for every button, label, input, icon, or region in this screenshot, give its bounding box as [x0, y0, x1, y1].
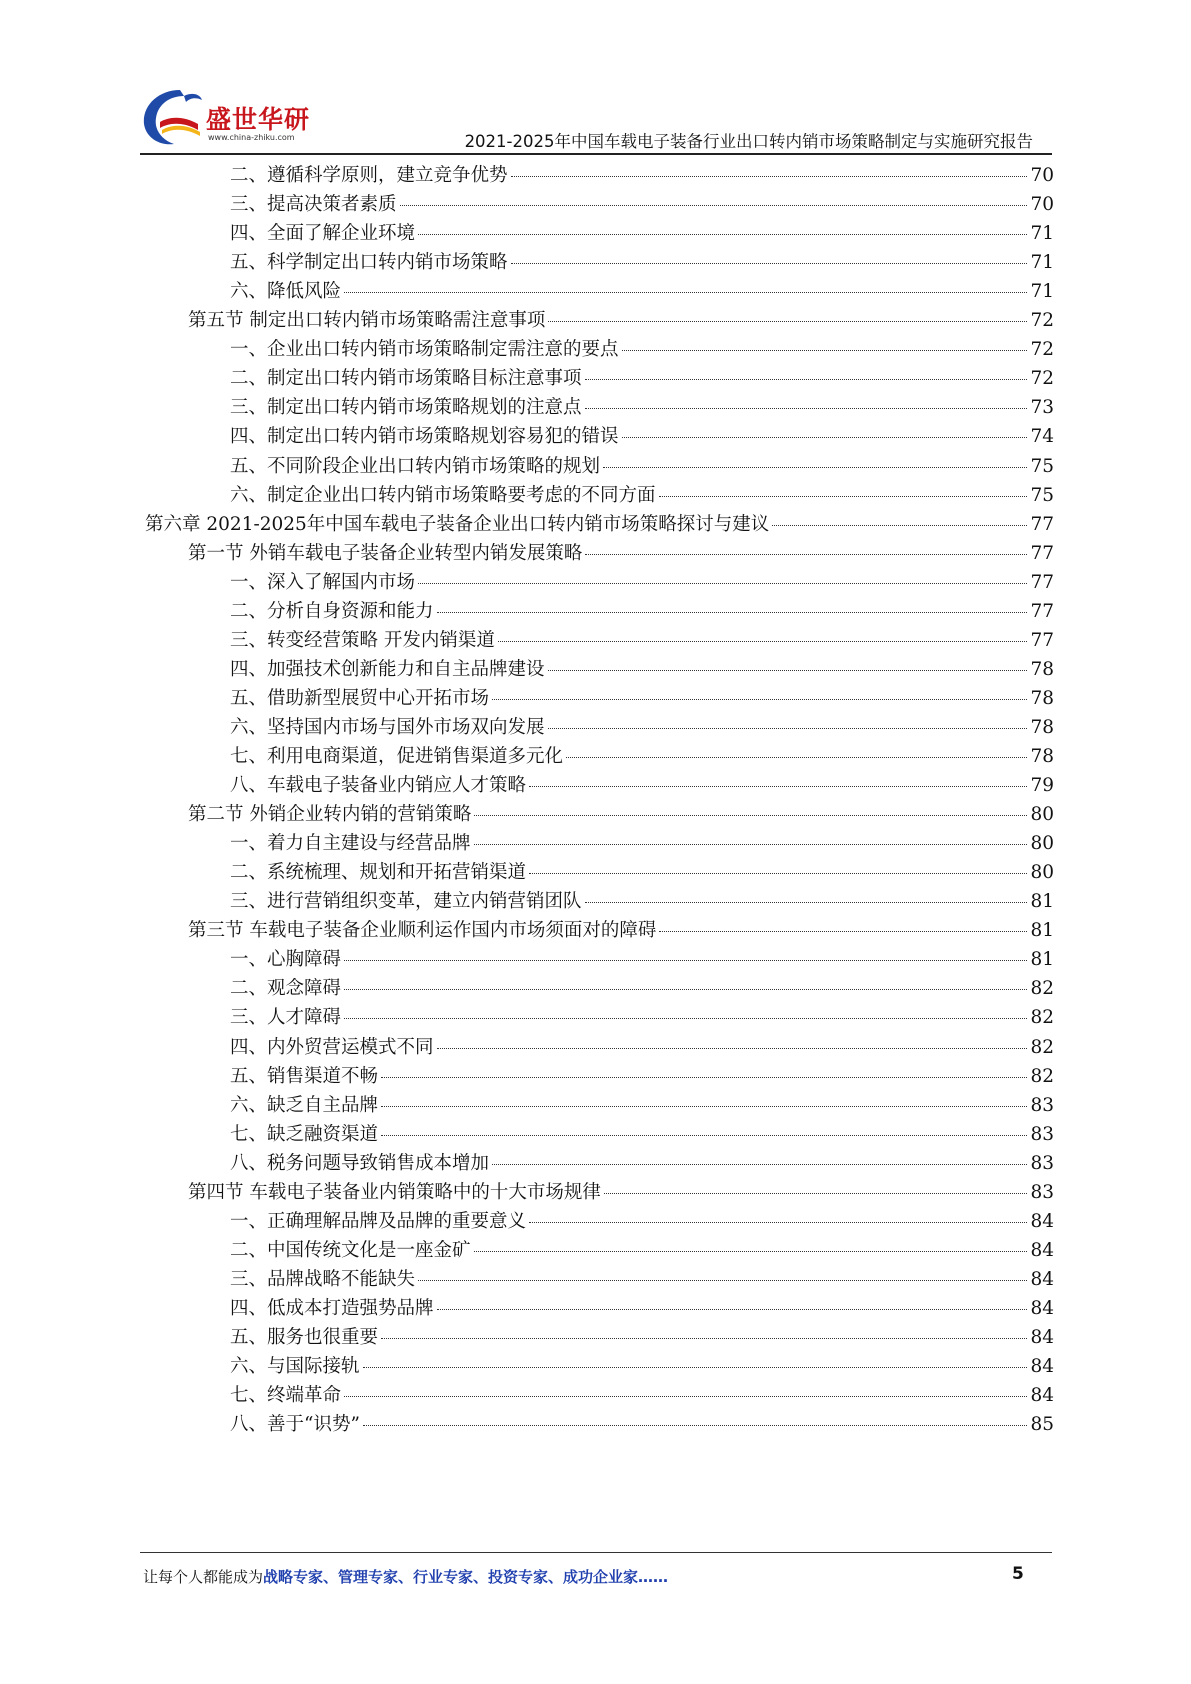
toc-entry-title: 一、正确理解品牌及品牌的重要意义 — [230, 1210, 527, 1232]
toc-entry[interactable] — [230, 247, 1054, 278]
toc-leader-dots — [585, 408, 1028, 409]
toc-leader-dots — [344, 989, 1027, 990]
toc-entry-title: 第四节 车载电子装备业内销策略中的十大市场规律 — [188, 1181, 601, 1203]
page-number: 5 — [1012, 1564, 1024, 1584]
toc-entry-title: 四、制定出口转内销市场策略规划容易犯的错误 — [230, 426, 619, 448]
toc-leader-dots — [603, 467, 1027, 468]
toc-entry-page: 83 — [1030, 1181, 1054, 1203]
toc-entry-page: 84 — [1030, 1327, 1054, 1348]
toc-entry-title: 一、心胸障碍 — [230, 949, 342, 971]
toc-entry-title: 三、转变经营策略 开发内销渠道 — [230, 629, 495, 651]
toc-leader-dots — [381, 1338, 1027, 1339]
toc-entry-page: 85 — [1030, 1414, 1054, 1436]
toc-entry-page: 82 — [1030, 1007, 1054, 1029]
toc-entry[interactable] — [230, 363, 1054, 394]
toc-entry-page: 81 — [1030, 920, 1054, 942]
toc-entry-page: 75 — [1030, 455, 1054, 477]
toc-entry[interactable] — [188, 538, 1054, 569]
toc-entry-title: 六、制定企业出口转内销市场策略要考虑的不同方面 — [230, 484, 656, 506]
toc-leader-dots — [418, 1280, 1027, 1281]
toc-entry[interactable] — [230, 1351, 1054, 1382]
toc-entry-title: 三、品牌战略不能缺失 — [230, 1268, 416, 1290]
toc-entry-title: 第六章 2021-2025年中国车载电子装备企业出口转内销市场策略探讨与建议 — [145, 513, 770, 535]
toc-entry-title: 六、坚持国内市场与国外市场双向发展 — [230, 716, 545, 738]
toc-entry-page: 83 — [1030, 1152, 1054, 1174]
logo-url: www.china-zhiku.com — [208, 133, 295, 142]
toc-entry-title: 五、借助新型展贸中心开拓市场 — [230, 687, 490, 709]
toc-entry-page: 83 — [1030, 1094, 1054, 1116]
toc-entry-title: 二、分析自身资源和能力 — [230, 600, 434, 622]
toc-entry-page: 82 — [1030, 1065, 1054, 1087]
toc-entry-page: 77 — [1030, 542, 1054, 564]
toc-leader-dots — [498, 641, 1028, 642]
toc-leader-dots — [418, 583, 1027, 584]
toc-leader-dots — [659, 496, 1028, 497]
toc-leader-dots — [344, 1396, 1027, 1397]
toc-entry-page: 78 — [1030, 746, 1054, 767]
toc-entry[interactable] — [230, 712, 1054, 743]
page-header — [0, 0, 1191, 160]
footer-divider — [140, 1552, 1052, 1553]
logo-text: 盛世华研 — [206, 105, 311, 134]
toc-entry[interactable] — [230, 596, 1054, 627]
toc-leader-dots — [437, 1309, 1028, 1310]
toc-entry[interactable] — [230, 654, 1054, 685]
toc-leader-dots — [381, 1077, 1027, 1078]
toc-entry-title: 五、销售渠道不畅 — [230, 1065, 379, 1087]
toc-leader-dots — [363, 1425, 1028, 1426]
toc-entry-title: 二、系统梳理、规划和开拓营销渠道 — [230, 862, 527, 884]
toc-entry[interactable] — [230, 421, 1054, 452]
toc-entry-page: 72 — [1030, 310, 1054, 332]
toc-entry-page: 75 — [1030, 484, 1054, 506]
toc-entry[interactable] — [230, 1090, 1054, 1121]
toc-leader-dots — [400, 205, 1028, 206]
toc-entry-title: 三、进行营销组织变革，建立内销营销团队 — [230, 891, 582, 913]
toc-entry[interactable] — [230, 1380, 1054, 1411]
toc-entry-page: 80 — [1030, 833, 1054, 855]
toc-leader-dots — [529, 1222, 1027, 1223]
toc-entry-title: 八、车载电子装备业内销应人才策略 — [230, 775, 527, 797]
toc-leader-dots — [437, 612, 1028, 613]
toc-entry-page: 80 — [1030, 862, 1054, 884]
toc-entry-page: 71 — [1030, 281, 1054, 303]
toc-entry[interactable] — [230, 1061, 1054, 1092]
toc-entry[interactable] — [230, 160, 1054, 191]
toc-entry-page: 84 — [1030, 1239, 1054, 1261]
toc-entry[interactable] — [230, 1264, 1054, 1295]
footer-slogan — [143, 1566, 668, 1587]
toc-leader-dots — [381, 1135, 1027, 1136]
toc-entry[interactable] — [230, 480, 1054, 511]
toc-entry-page: 72 — [1030, 368, 1054, 390]
toc-entry-page: 81 — [1030, 891, 1054, 913]
toc-entry-page: 77 — [1030, 600, 1054, 622]
toc-leader-dots — [548, 728, 1028, 729]
toc-leader-dots — [511, 176, 1028, 177]
header-divider — [140, 153, 1052, 155]
toc-entry-page: 70 — [1030, 165, 1054, 186]
toc-leader-dots — [492, 699, 1027, 700]
toc-entry[interactable] — [230, 625, 1054, 656]
toc-entry-title: 七、利用电商渠道，促进销售渠道多元化 — [230, 746, 564, 767]
toc-entry-title: 四、全面了解企业环境 — [230, 223, 416, 245]
toc-entry-title: 六、降低风险 — [230, 281, 342, 303]
toc-entry[interactable] — [230, 1002, 1054, 1033]
toc-entry[interactable] — [230, 1409, 1054, 1440]
footer-slogan-prefix: 让每个人都能成为 — [143, 1568, 264, 1586]
toc-leader-dots — [585, 379, 1028, 380]
toc-entry-page: 72 — [1030, 339, 1054, 361]
toc-entry-page: 73 — [1030, 397, 1054, 419]
toc-entry-title: 三、提高决策者素质 — [230, 194, 397, 216]
toc-leader-dots — [529, 873, 1027, 874]
toc-leader-dots — [622, 437, 1028, 438]
toc-entry-page: 82 — [1030, 978, 1054, 1000]
toc-leader-dots — [622, 350, 1028, 351]
toc-leader-dots — [548, 670, 1028, 671]
toc-entry[interactable] — [230, 1206, 1054, 1237]
toc-entry-title: 八、善于“识势” — [230, 1414, 360, 1436]
toc-entry[interactable] — [230, 973, 1054, 1004]
toc-leader-dots — [474, 815, 1027, 816]
toc-leader-dots — [548, 321, 1027, 322]
toc-entry-page: 84 — [1030, 1268, 1054, 1290]
toc-entry-page: 70 — [1030, 194, 1054, 216]
toc-entry-page: 77 — [1030, 571, 1054, 593]
toc-entry-page: 74 — [1030, 426, 1054, 448]
toc-leader-dots — [566, 757, 1027, 758]
toc-entry-page: 78 — [1030, 658, 1054, 680]
toc-entry-page: 84 — [1030, 1210, 1054, 1232]
toc-leader-dots — [604, 1193, 1028, 1194]
toc-entry-title: 八、税务问题导致销售成本增加 — [230, 1152, 490, 1174]
toc-entry[interactable] — [230, 276, 1054, 307]
toc-entry-page: 80 — [1030, 804, 1054, 826]
toc-entry[interactable] — [230, 392, 1054, 423]
toc-entry[interactable] — [230, 189, 1054, 220]
toc-entry[interactable] — [230, 857, 1054, 888]
toc-entry[interactable] — [230, 828, 1054, 859]
toc-leader-dots — [529, 786, 1027, 787]
toc-entry[interactable] — [230, 218, 1054, 249]
toc-entry[interactable] — [230, 944, 1054, 975]
toc-entry[interactable] — [230, 1322, 1054, 1353]
toc-entry-title: 一、着力自主建设与经营品牌 — [230, 833, 471, 855]
toc-leader-dots — [344, 292, 1027, 293]
toc-entry-title: 二、观念障碍 — [230, 978, 342, 1000]
toc-entry-page: 71 — [1030, 223, 1054, 245]
toc-entry[interactable] — [230, 451, 1054, 482]
toc-entry[interactable] — [230, 1293, 1054, 1324]
toc-entry[interactable] — [230, 334, 1054, 365]
toc-entry-title: 四、加强技术创新能力和自主品牌建设 — [230, 658, 545, 680]
toc-entry[interactable] — [188, 915, 1054, 946]
document-title: 2021-2025年中国车载电子装备行业出口转内销市场策略制定与实施研究报告 — [464, 132, 1033, 151]
toc-leader-dots — [437, 1048, 1028, 1049]
toc-entry-page: 84 — [1030, 1356, 1054, 1378]
toc-entry-title: 三、制定出口转内销市场策略规划的注意点 — [230, 397, 582, 419]
toc-entry-page: 81 — [1030, 949, 1054, 971]
toc-entry[interactable] — [188, 1177, 1054, 1208]
toc-leader-dots — [474, 844, 1028, 845]
toc-entry-title: 五、不同阶段企业出口转内销市场策略的规划 — [230, 455, 601, 477]
toc-entry-page: 71 — [1030, 252, 1054, 274]
toc-entry[interactable] — [230, 1235, 1054, 1266]
toc-entry-title: 六、与国际接轨 — [230, 1356, 360, 1378]
toc-leader-dots — [585, 554, 1027, 555]
toc-entry-title: 二、中国传统文化是一座金矿 — [230, 1239, 471, 1261]
toc-entry[interactable] — [188, 305, 1054, 336]
toc-leader-dots — [772, 525, 1027, 526]
toc-entry-title: 二、遵循科学原则，建立竞争优势 — [230, 165, 508, 186]
toc-leader-dots — [659, 931, 1027, 932]
toc-leader-dots — [585, 902, 1028, 903]
footer-slogan-highlight: 战略专家、管理专家、行业专家、投资专家、成功企业家…… — [263, 1568, 669, 1586]
toc-entry-title: 第五节 制定出口转内销市场策略需注意事项 — [188, 310, 546, 332]
toc-entry[interactable] — [145, 509, 1054, 540]
toc-entry-page: 83 — [1030, 1123, 1054, 1145]
toc-entry[interactable] — [230, 1148, 1054, 1179]
toc-entry-page: 79 — [1030, 775, 1054, 797]
toc-leader-dots — [381, 1106, 1027, 1107]
toc-entry[interactable] — [230, 741, 1054, 772]
toc-entry-page: 82 — [1030, 1036, 1054, 1058]
toc-entry-page: 77 — [1030, 513, 1054, 535]
toc-entry[interactable] — [230, 1032, 1054, 1063]
toc-leader-dots — [474, 1251, 1028, 1252]
toc-leader-dots — [344, 960, 1027, 961]
toc-leader-dots — [418, 234, 1027, 235]
toc-entry-title: 四、低成本打造强势品牌 — [230, 1297, 434, 1319]
toc-leader-dots — [511, 263, 1028, 264]
toc-entry-title: 七、终端革命 — [230, 1385, 342, 1407]
toc-entry[interactable] — [230, 567, 1054, 598]
toc-leader-dots — [492, 1164, 1027, 1165]
toc-entry[interactable] — [230, 886, 1054, 917]
toc-entry-title: 第一节 外销车载电子装备企业转型内销发展策略 — [188, 542, 583, 564]
toc-entry-page: 84 — [1030, 1385, 1054, 1407]
toc-leader-dots — [344, 1018, 1027, 1019]
toc-entry[interactable] — [188, 799, 1054, 830]
toc-entry[interactable] — [230, 1119, 1054, 1150]
toc-entry-title: 五、科学制定出口转内销市场策略 — [230, 252, 508, 274]
toc-entry-page: 84 — [1030, 1297, 1054, 1319]
toc-leader-dots — [363, 1367, 1028, 1368]
toc-entry-title: 第三节 车载电子装备企业顺利运作国内市场须面对的障碍 — [188, 920, 657, 942]
toc-entry-title: 五、服务也很重要 — [230, 1327, 379, 1348]
toc-entry-page: 77 — [1030, 629, 1054, 651]
toc-entry-title: 第二节 外销企业转内销的营销策略 — [188, 804, 472, 826]
toc-entry-title: 一、企业出口转内销市场策略制定需注意的要点 — [230, 339, 619, 361]
toc-entry-title: 六、缺乏自主品牌 — [230, 1094, 379, 1116]
toc-entry-title: 一、深入了解国内市场 — [230, 571, 416, 593]
toc-entry-title: 二、制定出口转内销市场策略目标注意事项 — [230, 368, 582, 390]
toc-entry-title: 四、内外贸营运模式不同 — [230, 1036, 434, 1058]
toc-entry-title: 七、缺乏融资渠道 — [230, 1123, 379, 1145]
toc-entry[interactable] — [230, 770, 1054, 801]
toc-entry-page: 78 — [1030, 716, 1054, 738]
toc-entry[interactable] — [230, 683, 1054, 714]
toc-entry-page: 78 — [1030, 687, 1054, 709]
toc-entry-title: 三、人才障碍 — [230, 1007, 342, 1029]
